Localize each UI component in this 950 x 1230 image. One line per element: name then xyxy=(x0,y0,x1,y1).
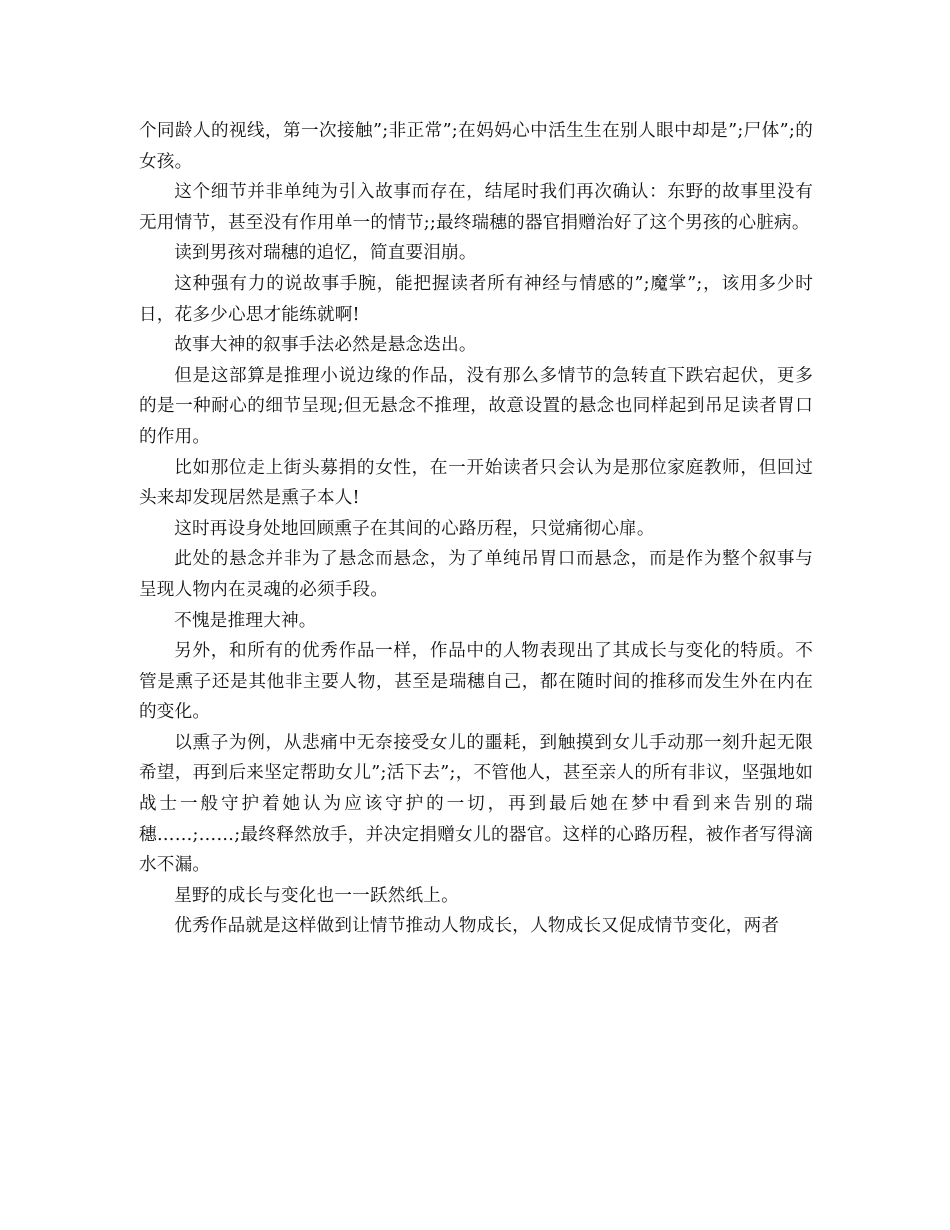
paragraph: 这时再设身处地回顾熏子在其间的心路历程，只觉痛彻心扉。 xyxy=(174,518,655,539)
paragraph: 星野的成长与变化也一一跃然纸上。 xyxy=(174,885,459,906)
paragraph: 故事大神的叙事手法必然是悬念迭出。 xyxy=(174,335,477,356)
paragraph: 这个细节并非单纯为引入故事而存在，结尾时我们再次确认：东野的故事里没有无用情节，甚至没有作用单一的情节;;最终瑞穗的器官捐赠治好了这个男孩的心脏病。 xyxy=(139,182,813,233)
paragraph: 这种强有力的说故事手腕，能把握读者所有神经与情感的”;魔掌”;，该用多少时日，花多少心思才能练就啊! xyxy=(139,273,813,325)
paragraph: 以熏子为例，从悲痛中无奈接受女儿的噩耗，到触摸到女儿手动那一刻升起无限希望，再到后来坚定帮助女儿”;活下去”;，不管他人，甚至亲人的所有非议，坚强地如战士一般守护着她认为应该守护的一切，再到最后她在梦中看到来告别的瑞穗……;……;最终释然放手，并决定捐赠女儿的器官。这样的心路历程，被作者写得滴水不漏。 xyxy=(139,732,813,876)
paragraph: 个同龄人的视线，第一次接触”;非正常”;在妈妈心中活生生在别人眼中却是”;尸体”;的女孩。 xyxy=(139,121,813,172)
paragraph: 但是这部算是推理小说边缘的作品，没有那么多情节的急转直下跌宕起伏，更多的是一种耐心的细节呈现;但无悬念不推理，故意设置的悬念也同样起到吊足读者胃口的作用。 xyxy=(139,365,813,447)
paragraph: 优秀作品就是这样做到让情节推动人物成长，人物成长又促成情节变化，两者 xyxy=(174,916,780,937)
paragraph: 此处的悬念并非为了悬念而悬念，为了单纯吊胃口而悬念，而是作为整个叙事与呈现人物内在灵魂的必须手段。 xyxy=(139,549,813,600)
paragraph: 不愧是推理大神。 xyxy=(174,610,317,631)
paragraph: 比如那位走上街头募捐的女性，在一开始读者只会认为是那位家庭教师，但回过头来却发现居然是熏子本人! xyxy=(139,457,813,509)
paragraph: 另外，和所有的优秀作品一样，作品中的人物表现出了其成长与变化的特质。不管是熏子还是其他非主要人物，甚至是瑞穗自己，都在随时间的推移而发生外在内在的变化。 xyxy=(139,641,813,723)
article-body xyxy=(139,116,813,942)
paragraph: 读到男孩对瑞穗的追忆，简直要泪崩。 xyxy=(174,243,477,264)
